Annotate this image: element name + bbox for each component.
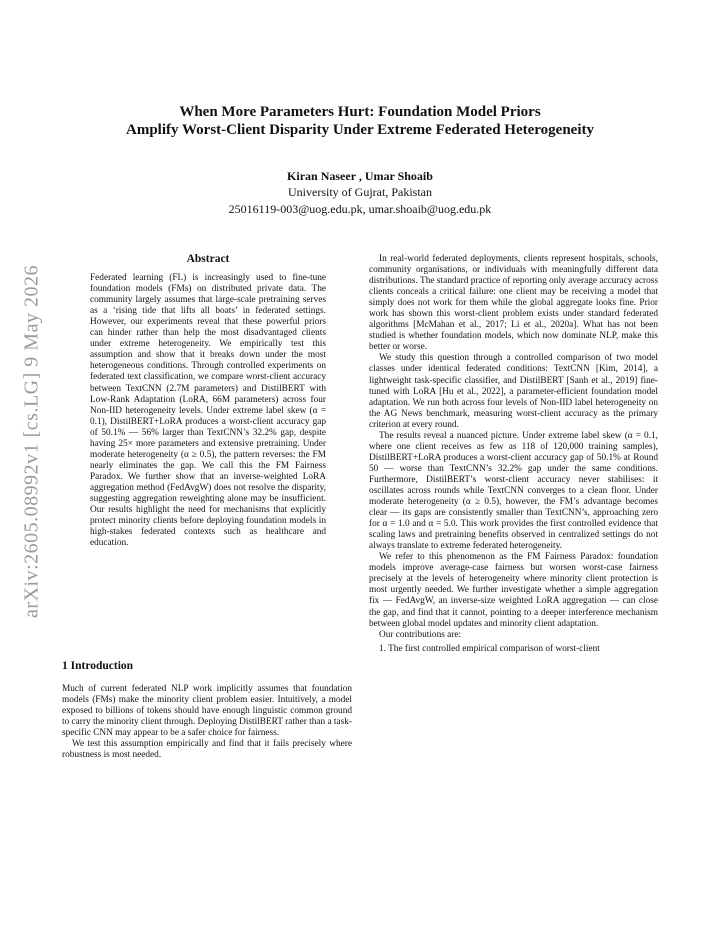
contribution-list-item-1: 1. The first controlled empirical comparison of worst-client (379, 643, 600, 654)
right-paragraph-4: We refer to this phenomenon as the FM Fairness Paradox: foundation models improve average-case fairness but worsen worst-case fairness precisely at the levels of heterogeneity where minority client protection is most urgently needed. We further investigate whether a simple aggregation fix — FedAvgW, an inverse-size weighted LoRA aggregation — can close the gap, and find that it cannot, pointing to a deeper interference mechanism between global model updates and minority client adaptation. (369, 552, 658, 629)
abstract-text: Federated learning (FL) is increasingly used to fine-tune foundation models (FMs) on distributed private data. The community largely assumes that large-scale pretraining serves as a ‘rising tide that lifts all boats’ in federated settings. However, our experiments reveal that these powerful priors can hinder rather than help the most disadvantaged clients under extreme heterogeneity. We empirically test this assumption and show that it breaks down under the most heterogeneous conditions. Through controlled experiments on federated text classification, we compare worst-client accuracy between TextCNN (2.7M parameters) and DistilBERT with Low-Rank Adaptation (LoRA, 66M parameters) across four Non-IID heterogeneity levels. Under extreme label skew (α = 0.1), DistilBERT+LoRA produces a worst-client accuracy gap of 50.1% — 56% larger than TextCNN’s 32.2% gap, despite having 25× more parameters and extensive pretraining. Under moderate heterogeneity (α ≥ 0.5), the pattern reverses: the FM nearly eliminates the gap. We call this the FM Fairness Paradox. We further show that an inverse-weighted LoRA aggregation method (FedAvgW) does not resolve the disparity, suggesting aggregation reweighting alone may be insufficient. Our results highlight the need for mechanisms that explicitly protect minority clients before deploying foundation models in high-stakes federated contexts such as healthcare and education. (90, 273, 326, 549)
introduction-left-column (62, 684, 352, 761)
abstract-column (90, 254, 326, 549)
intro-paragraph-1: Much of current federated NLP work implicitly assumes that foundation models (FMs) make the minority client problem easier. Intuitively, a model exposed to billions of tokens should have enough linguistic common ground to carry the minority client through. Deploying DistilBERT rather than a task-specific CNN may appear to be a safer choice for fairness. (62, 684, 352, 739)
abstract-heading: Abstract (186, 253, 230, 265)
affiliation: University of Gujrat, Pakistan (288, 185, 432, 199)
title-block (0, 103, 720, 218)
paper-title-line-1: When More Parameters Hurt: Foundation Model Priors (179, 104, 541, 120)
right-paragraph-5: Our contributions are: (379, 629, 462, 640)
section-heading-introduction: 1 Introduction (62, 660, 134, 672)
right-column (369, 254, 658, 655)
right-paragraph-1: In real-world federated deployments, clients represent hospitals, schools, community organisations, or individuals with meaningfully different data distributions. The standard practice of reporting only average accuracy across clients conceals a critical failure: one client may be receiving a model that simply does not work for them while the global aggregate looks fine. Prior work has shown this worst-client problem exists under standard federated algorithms [McMahan et al., 2017; Li et al., 2020a]. What has not been studied is whether foundation models, which now dominate NLP, make this better or worse. (369, 254, 658, 353)
right-paragraph-2: We study this question through a controlled comparison of two model classes under identical federated conditions: TextCNN [Kim, 2014], a lightweight task-specific classifier, and DistilBERT [Sanh et al., 2019] fine-tuned with LoRA [Hu et al., 2022], a parameter-efficient foundation model adaptation. We run both across four levels of Non-IID label heterogeneity on the AG News benchmark, measuring worst-client accuracy as the primary criterion at every round. (369, 353, 658, 430)
authors: Kiran Naseer , Umar Shoaib (287, 169, 433, 183)
arxiv-stamp: arXiv:2605.08992v1 [cs.LG] 9 May 2026 (20, 265, 43, 618)
paper-title-line-2: Amplify Worst-Client Disparity Under Extreme Federated Heterogeneity (126, 122, 594, 138)
right-paragraph-3: The results reveal a nuanced picture. Under extreme label skew (α = 0.1, where one client receives as few as 118 of 120,000 training samples), DistilBERT+LoRA produces a worst-client accuracy gap of 50.1% at Round 50 — worse than TextCNN’s 32.2% gap under the same conditions. Furthermore, DistilBERT’s worst-client accuracy never stabilises: it oscillates across rounds while TextCNN converges to a clean floor. Under moderate heterogeneity (α ≥ 0.5), however, the FM’s advantage becomes clear — its gaps are consistently smaller than TextCNN’s, approaching zero for α = 1.0 and α = 5.0. This work provides the first controlled evidence that scaling laws and pretraining benefits observed in centralized settings do not always translate to extreme federated heterogeneity. (369, 430, 658, 552)
intro-paragraph-2: We test this assumption empirically and find that it fails precisely where robustness is most needed. (62, 739, 352, 761)
author-emails: 25016119-003@uog.edu.pk, umar.shoaib@uog.edu.pk (228, 202, 492, 216)
